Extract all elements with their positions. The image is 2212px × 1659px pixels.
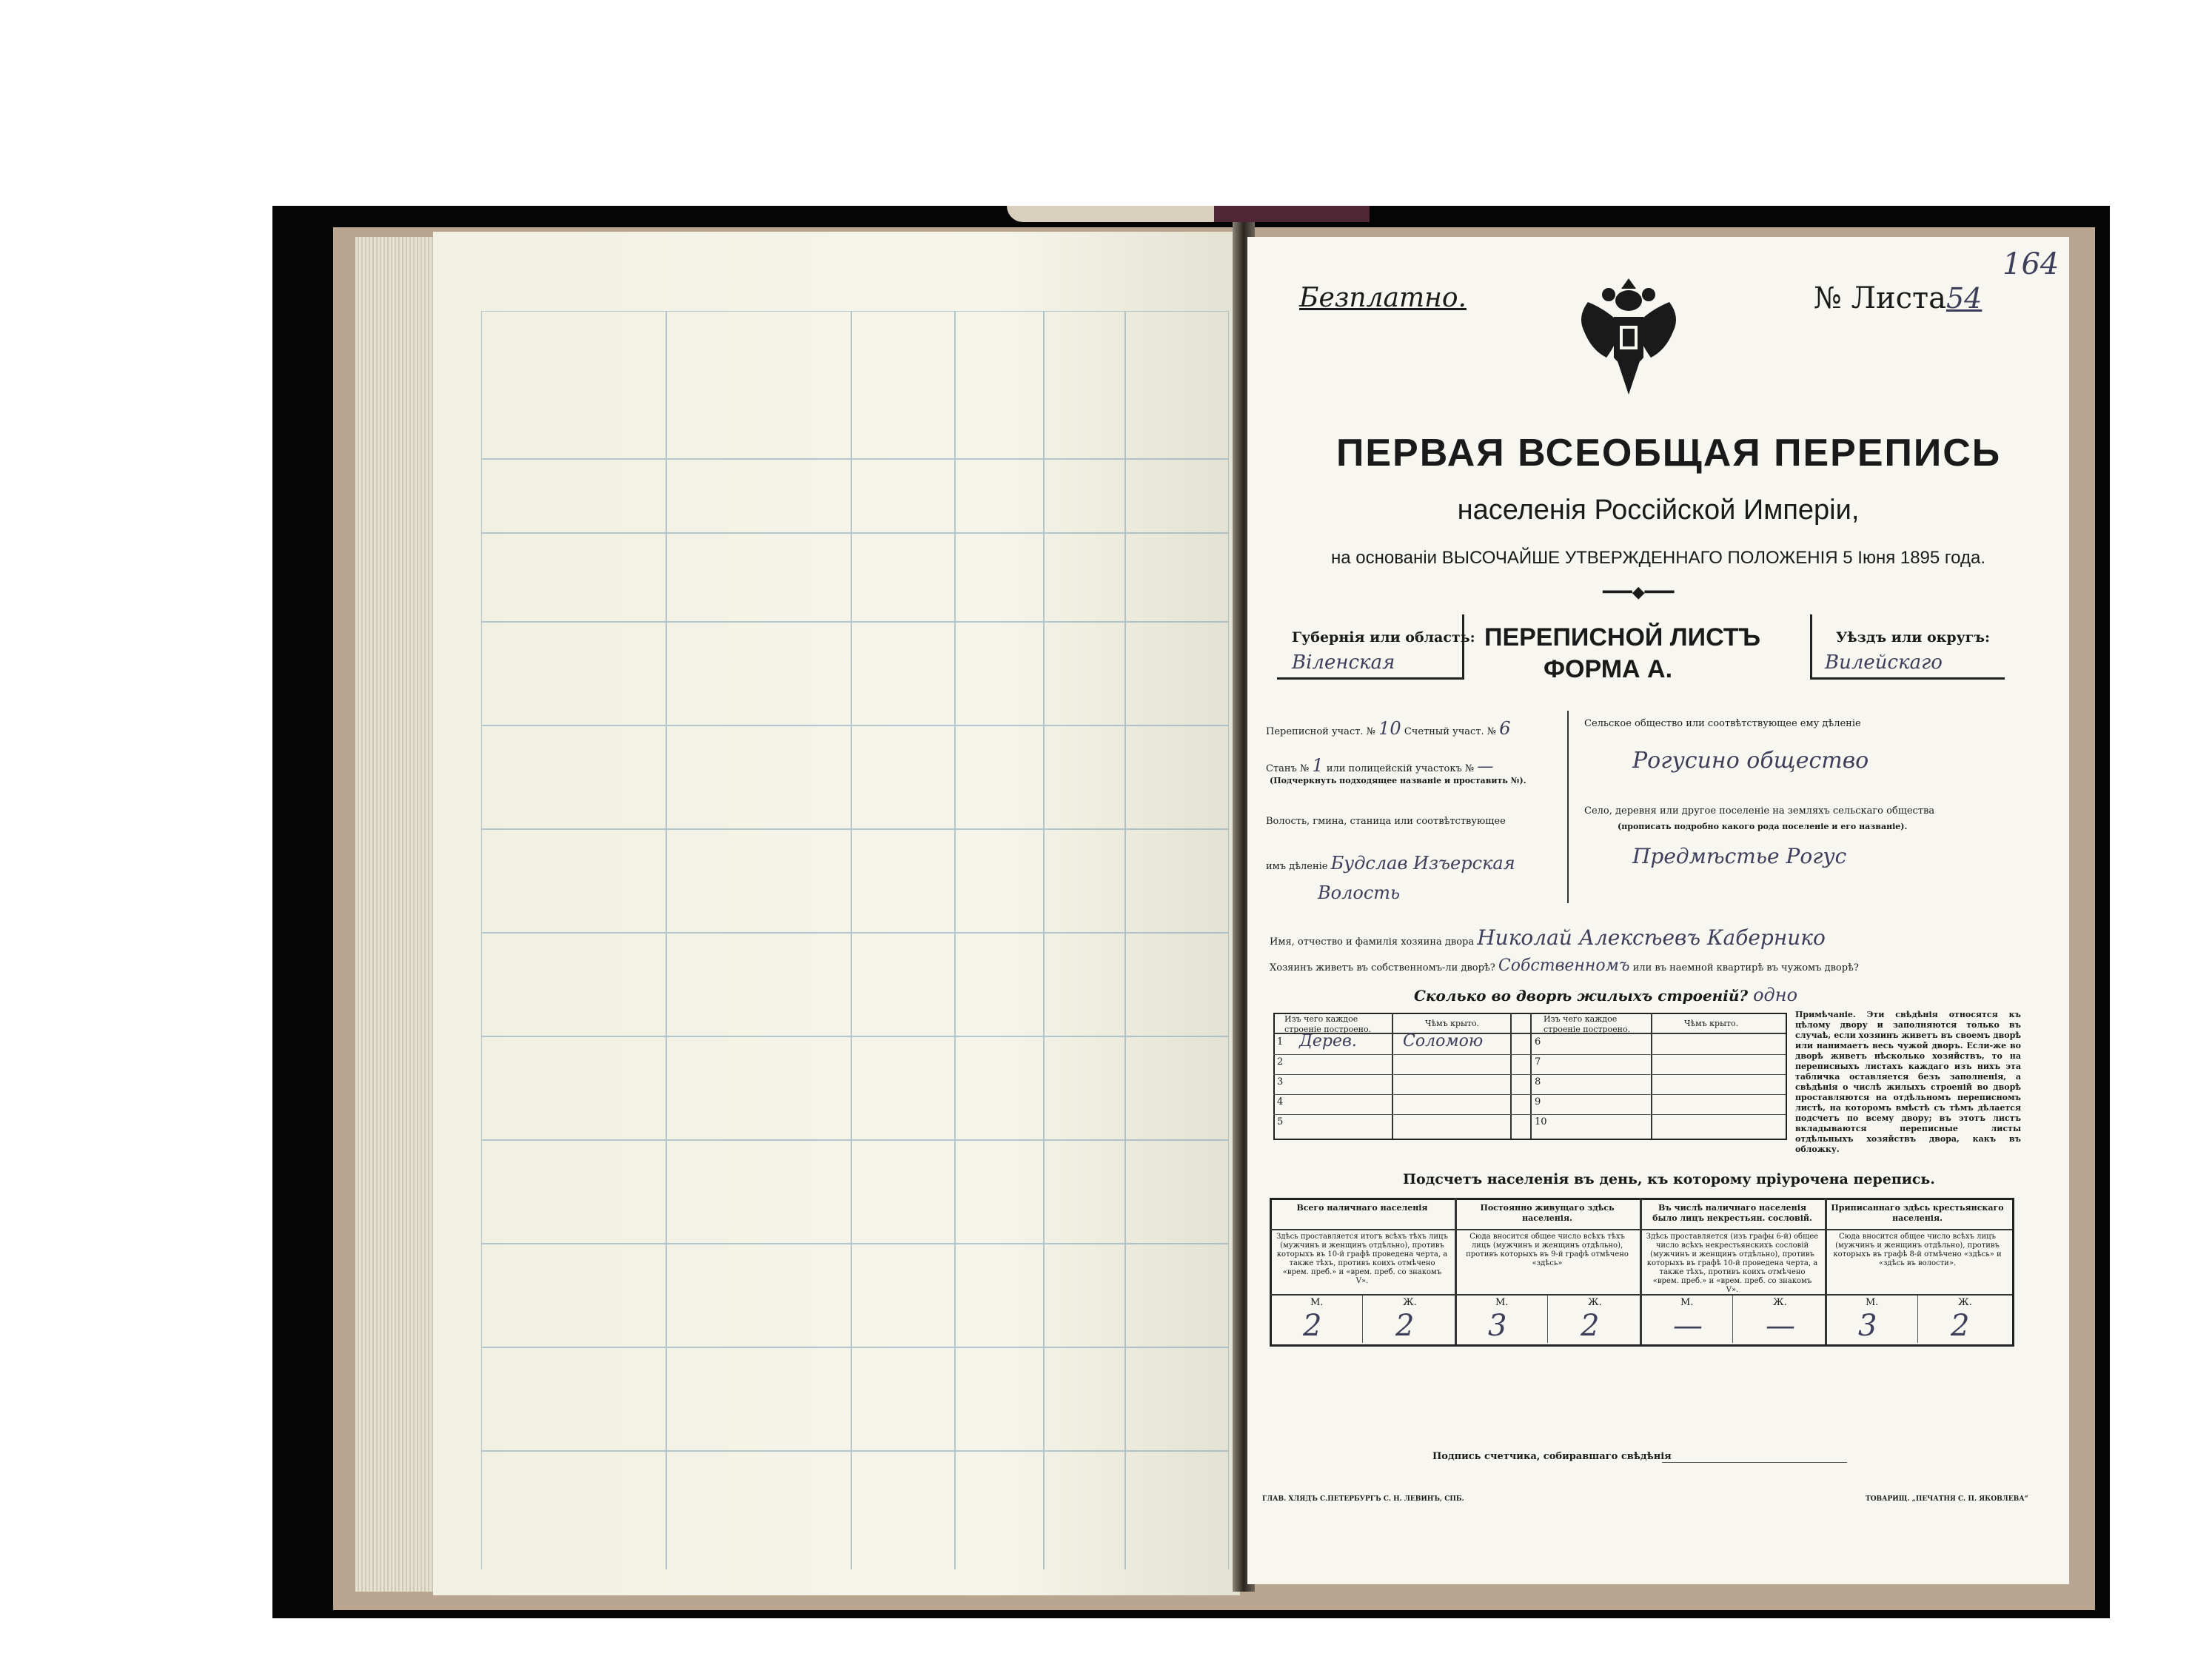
col-built-header-2: Изъ чего каждое строеніе построено. — [1544, 1014, 1631, 1034]
male-label: М. — [1310, 1297, 1324, 1308]
building-row-number: 3 — [1277, 1076, 1284, 1087]
district-value: Вилейскаго — [1825, 651, 1943, 674]
society-value: Рогусино общество — [1632, 748, 1869, 774]
province-label: Губернія или область: — [1292, 629, 1475, 646]
field-divider — [1567, 711, 1569, 903]
male-label: М. — [1680, 1297, 1694, 1308]
tally-column-description: Здѣсь проставляется итогъ всѣхъ тѣхъ лицъ (мужчинъ и женщинъ отдѣльно), противъ которыхъ въ 10-й графѣ проведена черта, а также тѣхъ, противъ коихъ отмѣчено «врем. преб.» и «врем. преб. со знакомъ V». — [1276, 1233, 1448, 1285]
male-label: М. — [1866, 1297, 1879, 1308]
building-row-number: 4 — [1277, 1096, 1284, 1107]
tally-column-header: Приписаннаго здѣсь крестьянскаго населенія. — [1831, 1203, 2004, 1223]
building-row-number: 5 — [1277, 1116, 1284, 1127]
census-title: ПЕРВАЯ ВСЕОБЩАЯ ПЕРЕПИСЬ — [1336, 432, 2002, 475]
lives-field: Хозяинъ живетъ въ собственномъ-ли дворѣ? Собственномъ или въ наемной квартирѣ въ чужомъ дворѣ? — [1270, 956, 1859, 975]
building-row-number: 8 — [1535, 1076, 1541, 1087]
printer-right: ТОВАРИЩ. „ПЕЧАТНЯ С. П. ЯКОВЛЕВА“ — [1866, 1495, 2028, 1503]
paper-edge — [1007, 206, 1229, 222]
volost-value-2: Волость — [1318, 882, 1401, 903]
census-section-field: Переписной участ. № 10 Счетный участ. № 6 — [1266, 718, 1511, 739]
corner-number: 164 — [2002, 247, 2059, 281]
female-label: Ж. — [1588, 1297, 1602, 1308]
census-form-page — [1247, 237, 2069, 1584]
female-count: 2 — [1951, 1309, 1970, 1343]
form-subtitle: ФОРМА А. — [1544, 655, 1673, 683]
free-label: Безплатно. — [1299, 283, 1467, 313]
page-stack — [355, 237, 437, 1592]
owner-field: Имя, отчество и фамилія хозяина двора Николай Алексѣевъ Кабернико — [1270, 925, 1826, 950]
district-label: Уѣздъ или округъ: — [1836, 629, 1991, 646]
building-row-number: 2 — [1277, 1056, 1284, 1068]
tally-column-header: Всего наличнаго населенія — [1296, 1203, 1428, 1213]
ornament-divider: ━━━◆━━━ — [1603, 583, 1675, 602]
col-roof-header-2: Чѣмъ крыто. — [1684, 1019, 1739, 1028]
society-label: Сельское общество или соотвѣтствующее ему дѣленіе — [1584, 718, 1861, 729]
census-basis: на основаніи ВЫСОЧАЙШЕ УТВЕРЖДЕННАГО ПОЛОЖЕНІЯ 5 Іюня 1895 года. — [1330, 548, 1985, 568]
note-text: Примѣчаніе. Эти свѣдѣнія относятся къ цѣлому двору и заполняются только въ случаѣ, если хозяинъ живетъ въ своемъ дворѣ или нанимаетъ весь чужой дворъ. Если-же во дворѣ живетъ нѣсколько хозяйствъ, то на переписныхъ листахъ каждаго изъ нихъ эта табличка оставляется безъ заполненія, а свѣдѣнія о числѣ жилыхъ строеній во дворѣ проставляются на отдѣльномъ переписномъ листѣ, на которомъ вмѣстѣ съ тѣмъ дѣлается подсчетъ по всему двору; въ этотъ листъ вкладываются переписные листы отдѣльныхъ хозяйствъ двора, какъ въ обложку. — [1795, 1010, 2021, 1154]
female-count: 2 — [1581, 1309, 1600, 1343]
volost-field: имъ дѣленіе Будслав Изъерская — [1266, 853, 1515, 874]
tally-column-description: Здѣсь проставляется (изъ графы 6-й) общее число всѣхъ некрестьянскихъ сословій (мужчинъ и женщинъ отдѣльно), противъ которыхъ въ графѣ 10-й проведена черта, а также тѣхъ, противъ коихъ отмѣчено «врем. преб.» и «врем. преб. со знакомъ V». — [1646, 1233, 1819, 1294]
building-roof: Соломою — [1403, 1032, 1484, 1050]
male-count: 2 — [1303, 1309, 1322, 1343]
fabric-edge — [1214, 206, 1370, 222]
building-row-number: 1 — [1277, 1036, 1284, 1048]
sheet-number-label: № Листа54 — [1814, 281, 1983, 315]
female-label: Ж. — [1958, 1297, 1972, 1308]
tally-column-description: Сюда вносится общее число всѣхъ лицъ (мужчинъ и женщинъ отдѣльно), противъ которыхъ въ графѣ 8-й отмѣчено «здѣсь» и «здѣсь въ волости». — [1833, 1233, 2002, 1267]
col-roof-header: Чѣмъ крыто. — [1425, 1019, 1480, 1028]
female-count: 2 — [1395, 1309, 1415, 1343]
printer-left: ГЛАВ. ХЛЯДЪ С.ПЕТЕРБУРГЪ С. Н. ЛЕВИНЪ, СПБ. — [1262, 1495, 1464, 1503]
building-row-number: 7 — [1535, 1056, 1541, 1068]
tally-title: Подсчетъ населенія въ день, къ которому пріурочена перепись. — [1403, 1171, 1935, 1187]
village-label: Село, деревня или другое поселеніе на земляхъ сельскаго общества — [1584, 805, 1935, 817]
tally-column-description: Сюда вносится общее число всѣхъ тѣхъ лицъ (мужчинъ и женщинъ отдѣльно), противъ которыхъ въ 9-й графѣ отмѣчено «здѣсь» — [1466, 1233, 1629, 1267]
stan-field: Станъ № 1 или полицейскій участокъ № — — [1266, 755, 1494, 776]
signature-label: Подпись счетчика, собиравшаго свѣдѣнія — [1432, 1451, 1672, 1462]
building-row-number: 9 — [1535, 1096, 1541, 1107]
village-note: (прописать подробно какого рода поселеніе и его названіе). — [1618, 822, 1908, 831]
male-count: — — [1673, 1309, 1703, 1343]
form-title: ПЕРЕПИСНОЙ ЛИСТЪ — [1484, 623, 1761, 651]
building-material: Дерев. — [1299, 1032, 1357, 1050]
building-row-number: 10 — [1535, 1116, 1547, 1127]
col-built-header: Изъ чего каждое строеніе построено. — [1284, 1014, 1372, 1034]
left-page-ghost-grid — [481, 311, 1229, 1569]
tally-column-header: Въ числѣ наличнаго населенія было лицъ некрестьян. сословій. — [1652, 1203, 1812, 1223]
buildings-field: Сколько во дворѣ жилыхъ строеній? одно — [1414, 985, 1798, 1005]
female-count: — — [1766, 1309, 1795, 1343]
province-value: Віленская — [1292, 651, 1395, 674]
female-label: Ж. — [1403, 1297, 1417, 1308]
tally-column-header: Постоянно живущаго здѣсь населенія. — [1480, 1203, 1615, 1223]
census-subtitle: населенія Россійской Имперіи, — [1457, 495, 1860, 526]
male-label: М. — [1495, 1297, 1509, 1308]
building-row-number: 6 — [1535, 1036, 1541, 1048]
male-count: 3 — [1858, 1309, 1877, 1343]
double-headed-eagle-icon — [1573, 272, 1684, 402]
male-count: 3 — [1488, 1309, 1507, 1343]
female-label: Ж. — [1773, 1297, 1787, 1308]
volost-label: Волость, гмина, станица или соотвѣтствующее — [1266, 816, 1506, 827]
village-value: Предмѣстье Рогус — [1632, 844, 1847, 868]
stan-note: (Подчеркнуть подходящее названіе и проставить №). — [1270, 776, 1526, 785]
